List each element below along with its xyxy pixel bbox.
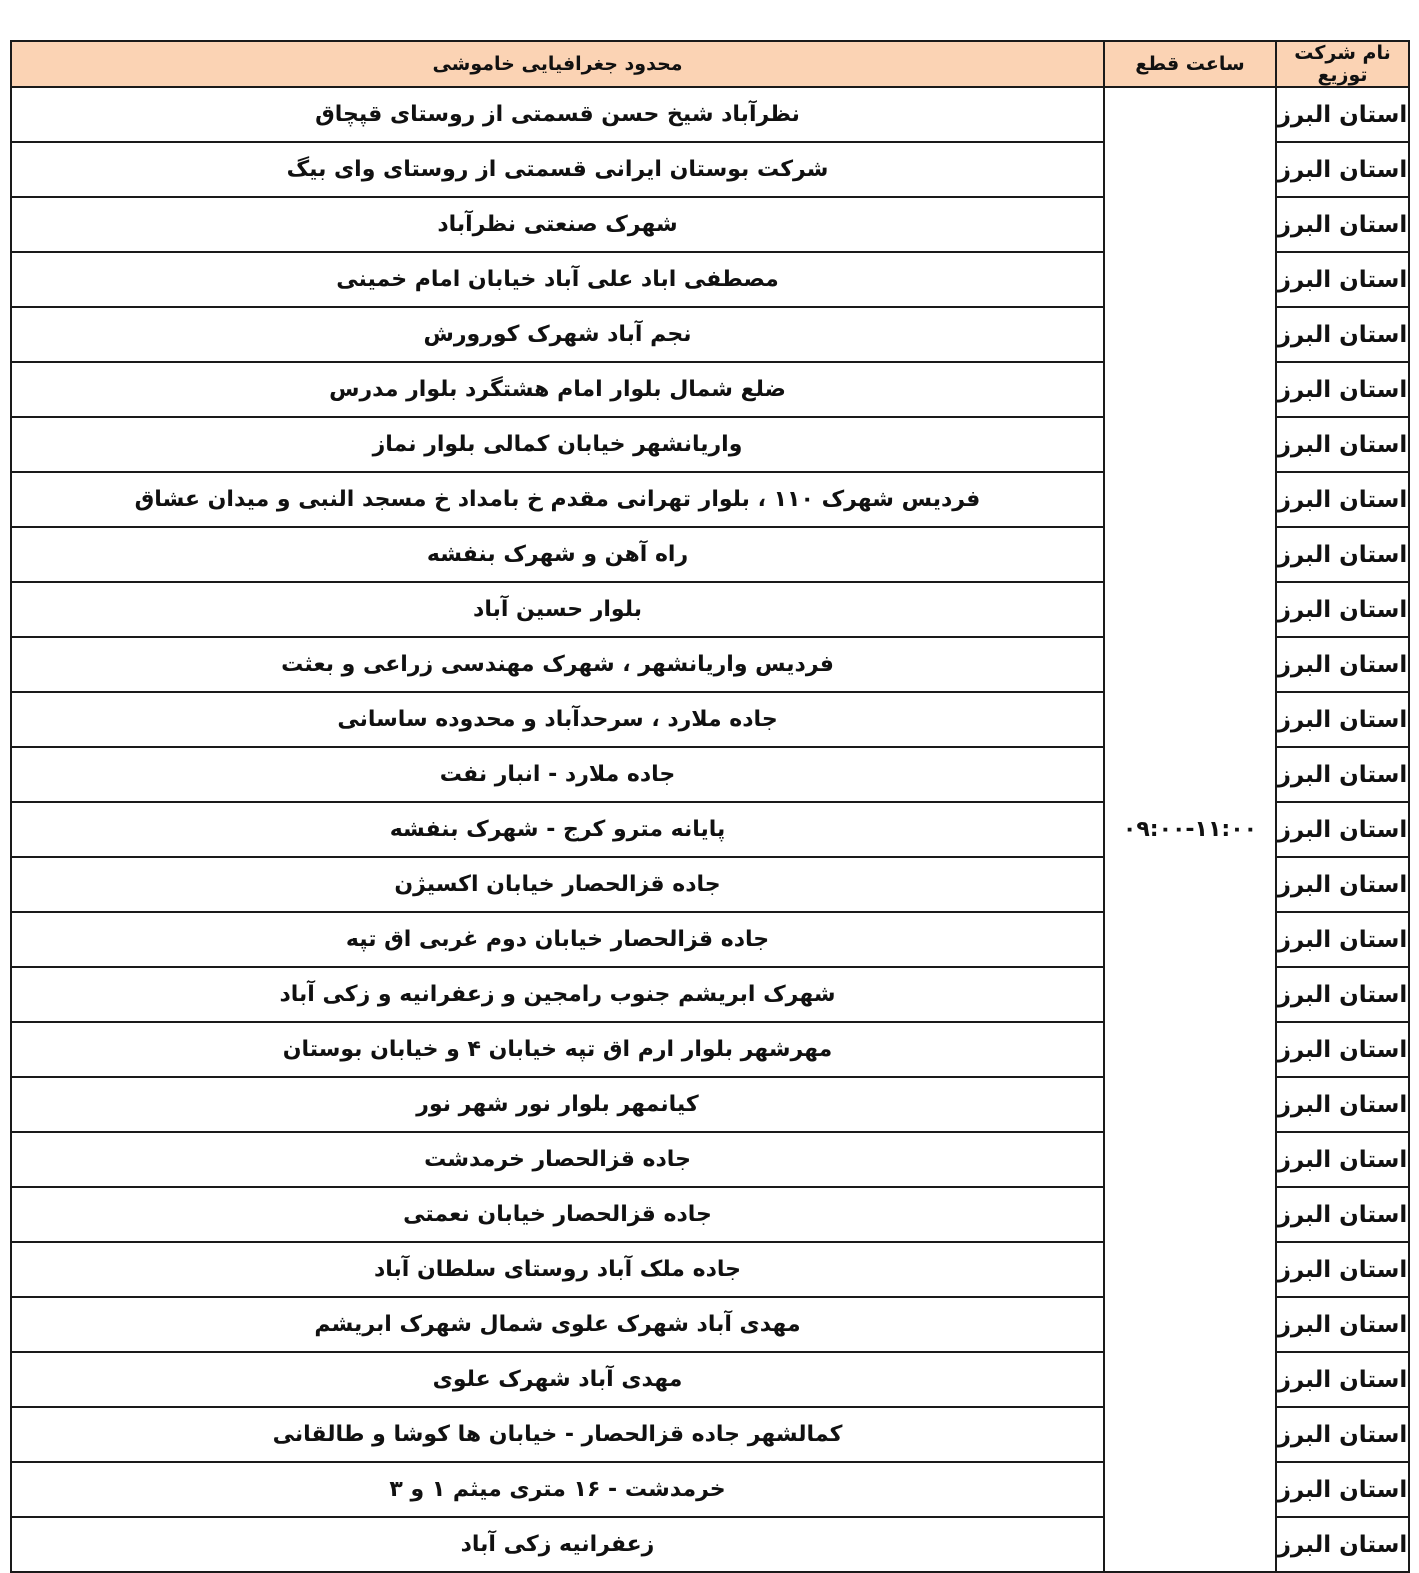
area-cell: نجم آباد شهرک کورورش	[11, 307, 1104, 362]
area-cell: بلوار حسین آباد	[11, 582, 1104, 637]
company-cell: استان البرز	[1276, 142, 1409, 197]
area-cell: زعفرانیه زکی آباد	[11, 1517, 1104, 1572]
company-cell: استان البرز	[1276, 857, 1409, 912]
area-cell: کمالشهر جاده قزالحصار - خیابان ها کوشا و طالقانی	[11, 1407, 1104, 1462]
company-cell: استان البرز	[1276, 1462, 1409, 1517]
area-cell: مهرشهر بلوار ارم اق تپه خیابان ۴ و خیابان بوستان	[11, 1022, 1104, 1077]
company-cell: استان البرز	[1276, 472, 1409, 527]
company-cell: استان البرز	[1276, 417, 1409, 472]
company-cell: استان البرز	[1276, 1517, 1409, 1572]
company-cell: استان البرز	[1276, 692, 1409, 747]
area-cell: جاده قزالحصار خیابان نعمتی	[11, 1187, 1104, 1242]
area-cell: خرمدشت - ۱۶ متری میثم ۱ و ۳	[11, 1462, 1104, 1517]
outage-table	[10, 40, 1410, 1573]
header-area: محدود جغرافیایی خاموشی	[11, 41, 1104, 87]
company-cell: استان البرز	[1276, 967, 1409, 1022]
company-cell: استان البرز	[1276, 252, 1409, 307]
company-cell: استان البرز	[1276, 1077, 1409, 1132]
area-cell: شهرک صنعتی نظرآباد	[11, 197, 1104, 252]
area-cell: فردیس واریانشهر ، شهرک مهندسی زراعی و بعثت	[11, 637, 1104, 692]
company-cell: استان البرز	[1276, 747, 1409, 802]
company-cell: استان البرز	[1276, 1132, 1409, 1187]
table-body	[11, 87, 1409, 1572]
area-cell: مصطفی اباد علی آباد خیابان امام خمینی	[11, 252, 1104, 307]
header-row	[11, 41, 1409, 87]
company-cell: استان البرز	[1276, 87, 1409, 142]
company-cell: استان البرز	[1276, 1297, 1409, 1352]
company-cell: استان البرز	[1276, 1407, 1409, 1462]
area-cell: نظرآباد شیخ حسن قسمتی از روستای قپچاق	[11, 87, 1104, 142]
company-cell: استان البرز	[1276, 637, 1409, 692]
company-cell: استان البرز	[1276, 1187, 1409, 1242]
area-cell: جاده قزالحصار خیابان اکسیژن	[11, 857, 1104, 912]
area-cell: پایانه مترو کرج - شهرک بنفشه	[11, 802, 1104, 857]
area-cell: کیانمهر بلوار نور شهر نور	[11, 1077, 1104, 1132]
company-cell: استان البرز	[1276, 1022, 1409, 1077]
header-company: نام شرکت توزیع	[1276, 41, 1409, 87]
company-cell: استان البرز	[1276, 527, 1409, 582]
company-cell: استان البرز	[1276, 582, 1409, 637]
area-cell: فردیس شهرک ۱۱۰ ، بلوار تهرانی مقدم خ بامداد خ مسجد النبی و میدان عشاق	[11, 472, 1104, 527]
company-cell: استان البرز	[1276, 802, 1409, 857]
area-cell: مهدی آباد شهرک علوی	[11, 1352, 1104, 1407]
area-cell: جاده ملک آباد روستای سلطان آباد	[11, 1242, 1104, 1297]
outage-time-cell: ۰۹:۰۰-۱۱:۰۰	[1104, 87, 1276, 1572]
table-row	[11, 87, 1409, 142]
area-cell: ضلع شمال بلوار امام هشتگرد بلوار مدرس	[11, 362, 1104, 417]
company-cell: استان البرز	[1276, 307, 1409, 362]
company-cell: استان البرز	[1276, 1242, 1409, 1297]
area-cell: جاده قزالحصار خیابان دوم غربی اق تپه	[11, 912, 1104, 967]
area-cell: راه آهن و شهرک بنفشه	[11, 527, 1104, 582]
area-cell: واریانشهر خیابان کمالی بلوار نماز	[11, 417, 1104, 472]
company-cell: استان البرز	[1276, 912, 1409, 967]
company-cell: استان البرز	[1276, 197, 1409, 252]
area-cell: شرکت بوستان ایرانی قسمتی از روستای وای بیگ	[11, 142, 1104, 197]
company-cell: استان البرز	[1276, 1352, 1409, 1407]
header-time: ساعت قطع	[1104, 41, 1276, 87]
company-cell: استان البرز	[1276, 362, 1409, 417]
area-cell: جاده ملارد ، سرحدآباد و محدوده ساسانی	[11, 692, 1104, 747]
area-cell: شهرک ابریشم جنوب رامجین و زعفرانیه و زکی آباد	[11, 967, 1104, 1022]
area-cell: جاده ملارد - انبار نفت	[11, 747, 1104, 802]
area-cell: جاده قزالحصار خرمدشت	[11, 1132, 1104, 1187]
area-cell: مهدی آباد شهرک علوی شمال شهرک ابریشم	[11, 1297, 1104, 1352]
